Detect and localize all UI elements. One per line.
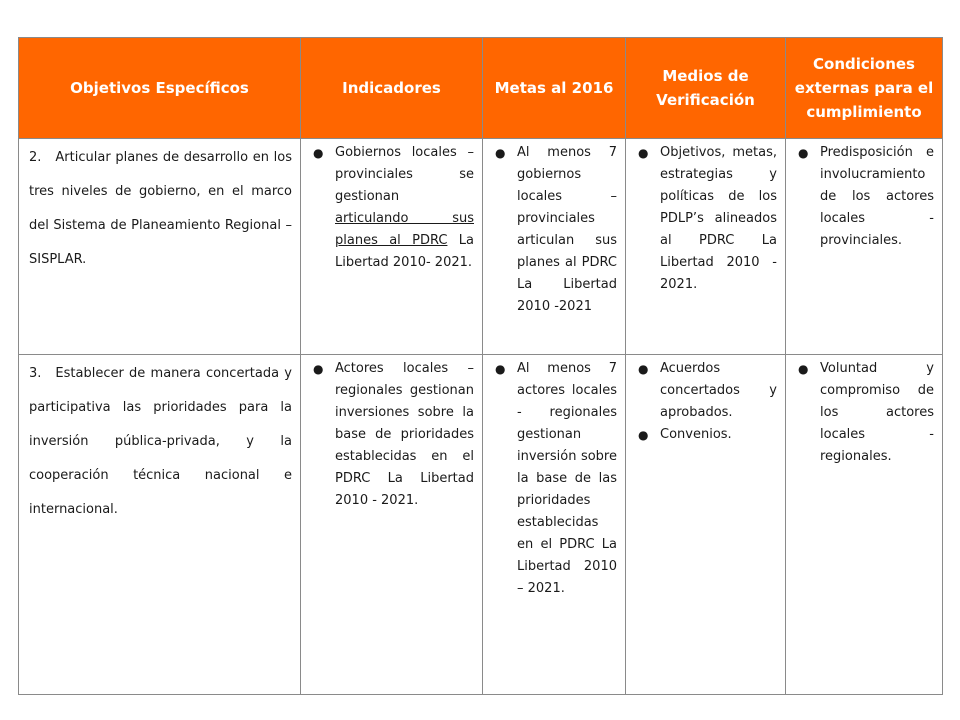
objetivo-number: 2. — [29, 150, 42, 165]
objetivo-cell — [19, 355, 301, 695]
bullet-icon: ● — [798, 146, 809, 160]
table-row — [19, 139, 943, 355]
header-metas: Metas al 2016 — [483, 38, 626, 139]
meta-cell — [483, 139, 626, 355]
objetivo-number: 3. — [29, 366, 42, 381]
medios-cell — [626, 355, 786, 695]
bullet-icon: ● — [313, 146, 324, 160]
bullet-icon: ● — [313, 362, 324, 376]
meta-text: Al menos 7 actores locales - regionales gestionan inversión sobre la base de las prioridades establecidas en el PDRC La Libertad 2010 – 2021. — [517, 361, 617, 596]
list-item — [491, 142, 617, 318]
list-item — [794, 142, 934, 252]
list-item — [634, 424, 777, 446]
indicador-cell — [301, 355, 483, 695]
list-item — [309, 142, 474, 274]
indicador-cell — [301, 139, 483, 355]
medios-text: Objetivos, metas, estrategias y políticas de los PDLP’s alineados al PDRC La Libertad 2010 - 2021. — [660, 145, 777, 292]
indicador-underlined-text: articulando sus planes al PDRC — [335, 211, 474, 248]
bullet-icon: ● — [495, 146, 506, 160]
results-matrix-table — [18, 37, 943, 695]
header-objetivos: Objetivos Específicos — [19, 38, 301, 139]
bullet-icon: ● — [798, 362, 809, 376]
list-item — [309, 358, 474, 512]
list-item — [794, 358, 934, 468]
condiciones-cell — [786, 139, 943, 355]
header-medios: Medios de Verificación — [626, 38, 786, 139]
objetivo-text: Articular planes de desarrollo en los tres niveles de gobierno, en el marco del Sistema de Planeamiento Regional – SISPLAR. — [29, 150, 292, 267]
meta-text: Al menos 7 gobiernos locales – provinciales articulan sus planes al PDRC La Libertad 2010 -2021 — [517, 145, 617, 314]
header-condiciones: Condiciones externas para el cumplimiento — [786, 38, 943, 139]
objetivo-text: Establecer de manera concertada y participativa las prioridades para la inversión pública-privada, y la cooperación técnica nacional e internacional. — [29, 366, 292, 517]
medios-cell — [626, 139, 786, 355]
bullet-icon: ● — [638, 428, 649, 442]
bullet-icon: ● — [638, 146, 649, 160]
bullet-icon: ● — [638, 362, 649, 376]
indicador-text: Gobiernos locales – provinciales se gestionan — [335, 145, 474, 204]
list-item — [491, 358, 617, 600]
header-row — [19, 38, 943, 139]
indicador-text: Actores locales – regionales gestionan inversiones sobre la base de prioridades establecidas en el PDRC La Libertad 2010 - 2021. — [335, 361, 474, 508]
bullet-icon: ● — [495, 362, 506, 376]
condiciones-cell — [786, 355, 943, 695]
table-row — [19, 355, 943, 695]
objetivo-cell — [19, 139, 301, 355]
header-indicadores: Indicadores — [301, 38, 483, 139]
list-item — [634, 142, 777, 296]
meta-cell — [483, 355, 626, 695]
condiciones-text: Voluntad y compromiso de los actores locales - regionales. — [820, 361, 934, 464]
list-item — [634, 358, 777, 424]
condiciones-text: Predisposición e involucramiento de los actores locales - provinciales. — [820, 145, 934, 248]
medios-text: Acuerdos concertados y aprobados. — [660, 361, 777, 420]
table-header — [19, 38, 943, 139]
indicador-text-end: La Libertad 2010- 2021. — [335, 233, 474, 270]
medios-text: Convenios. — [660, 427, 732, 442]
